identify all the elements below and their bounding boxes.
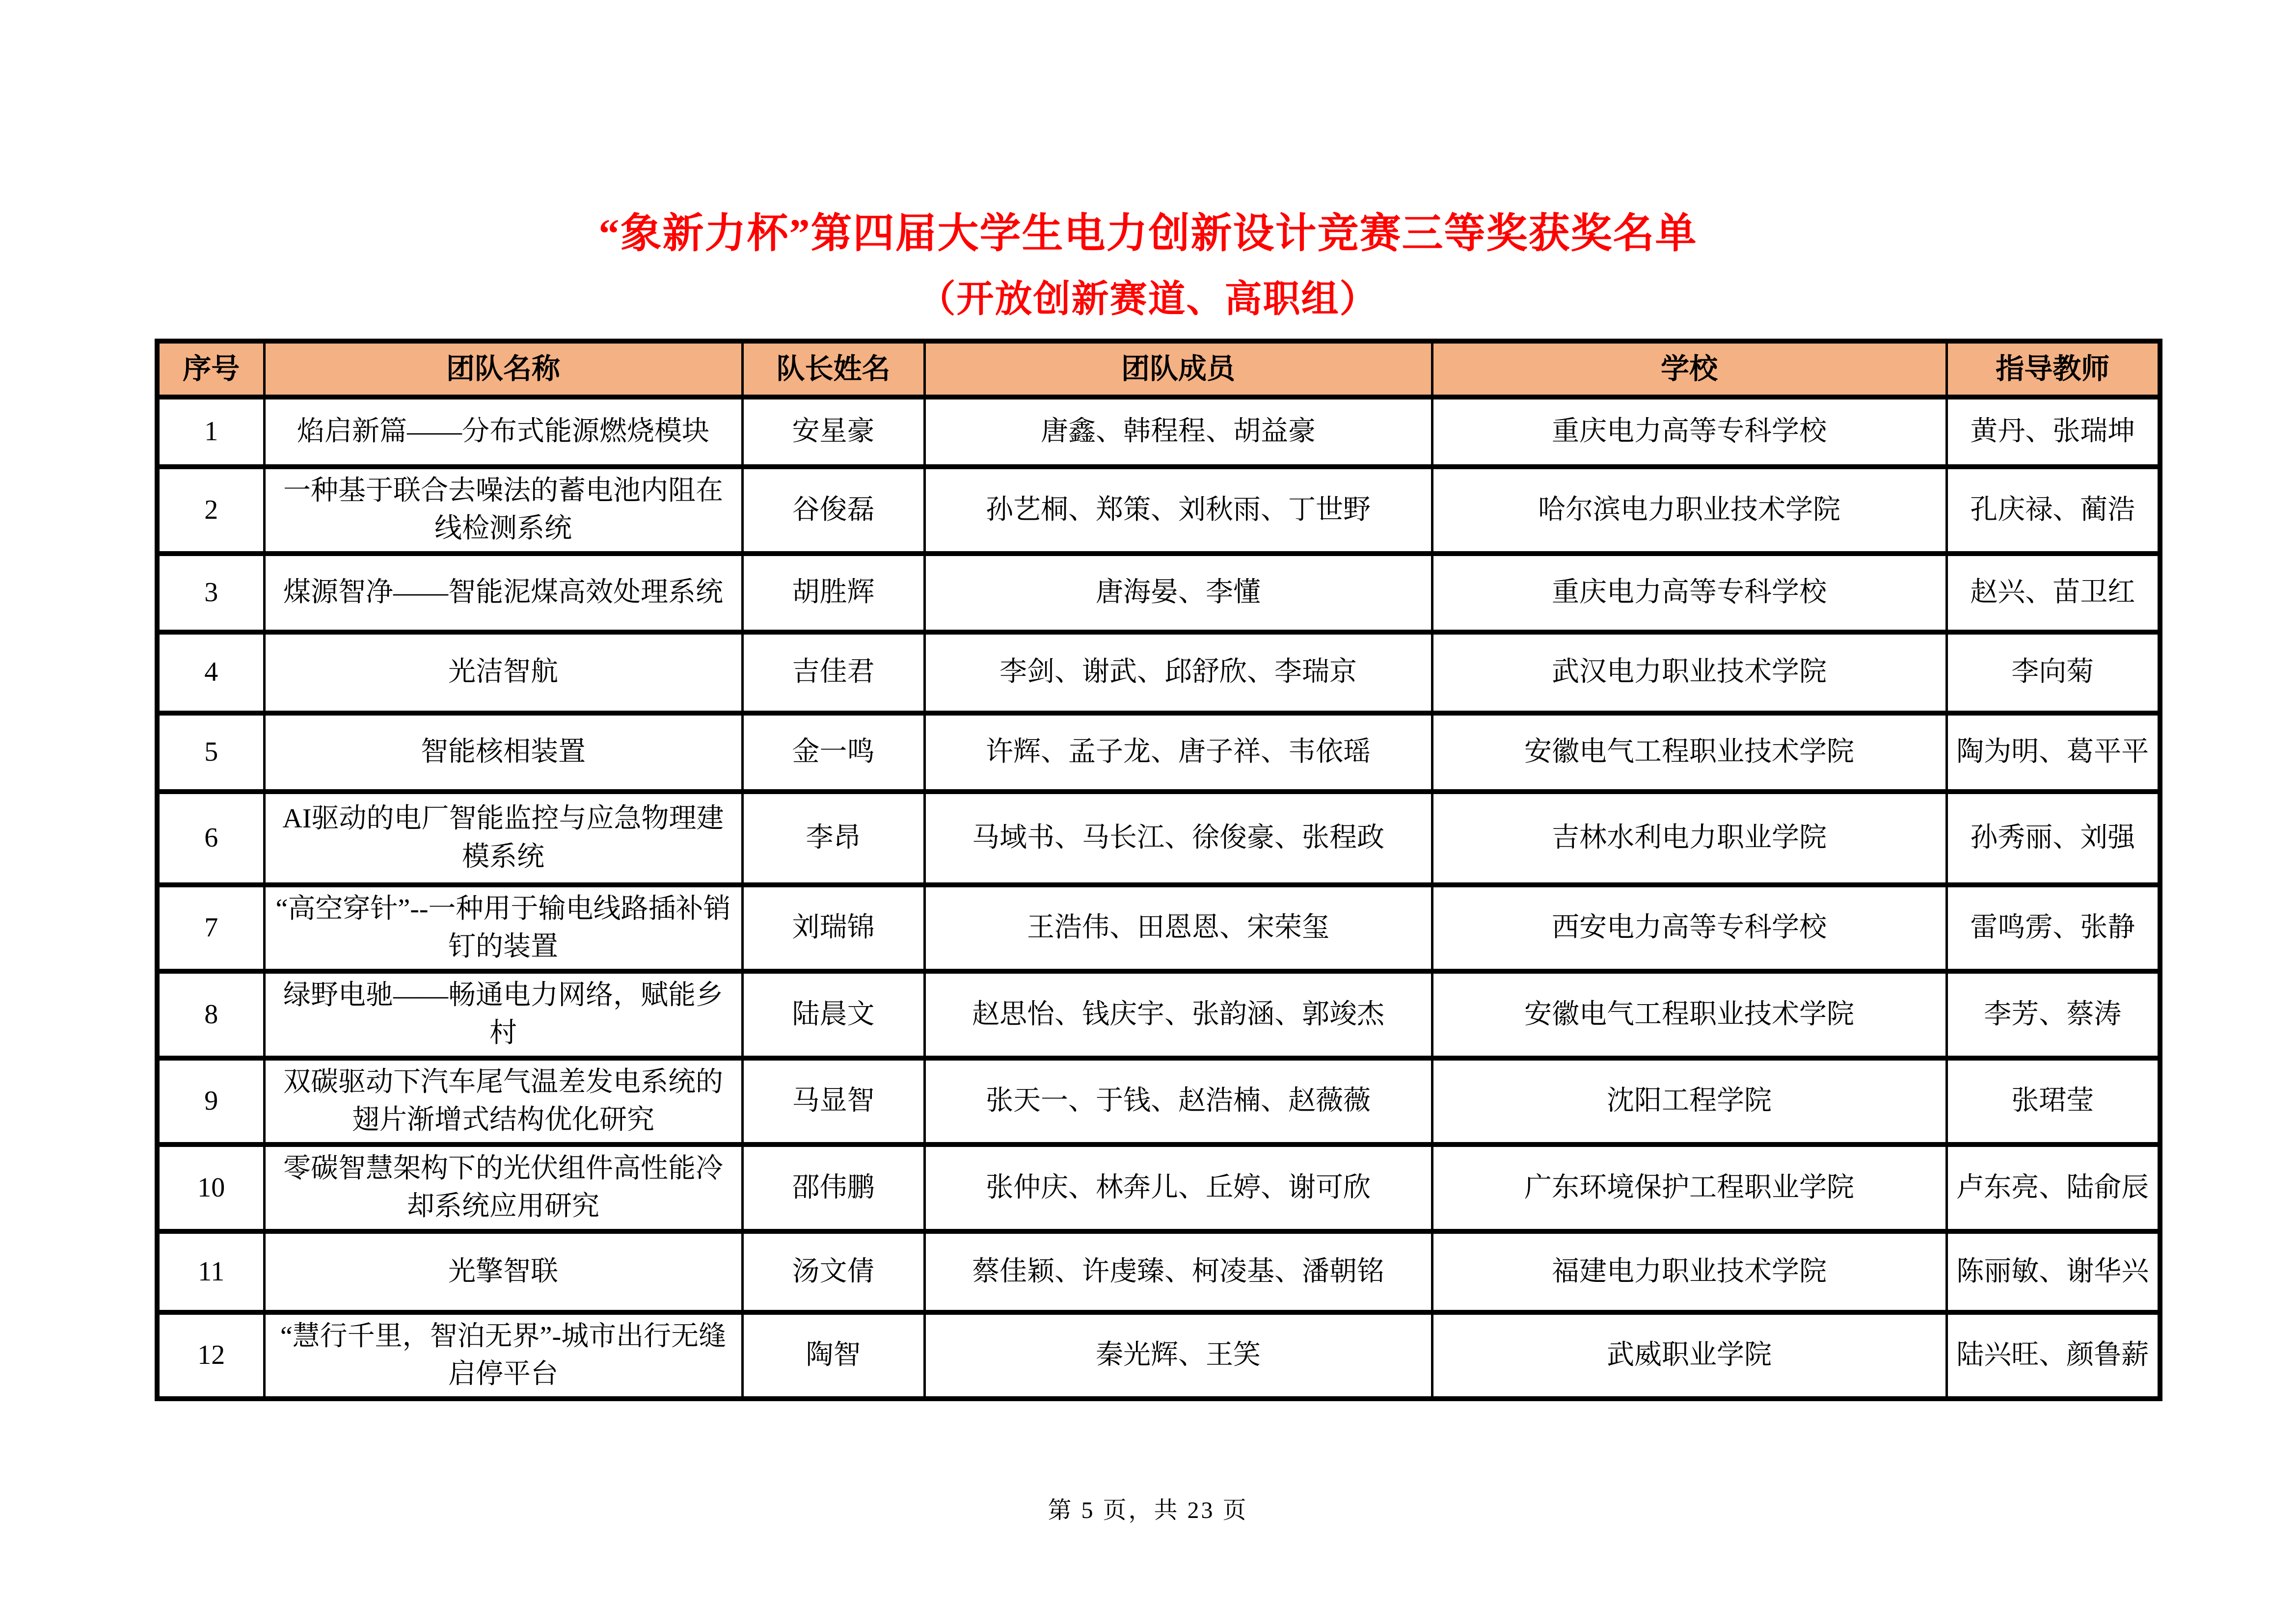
cell-teachers: 陈丽敏、谢华兴 (1946, 1231, 2160, 1312)
cell-members: 唐鑫、韩程程、胡益豪 (924, 397, 1432, 467)
cell-members: 王浩伟、田恩恩、宋荣玺 (924, 885, 1432, 972)
table-row (157, 971, 2160, 1058)
cell-members: 孙艺桐、郑策、刘秋雨、丁世野 (924, 467, 1432, 554)
cell-school: 重庆电力高等专科学校 (1432, 554, 1946, 632)
cell-captain: 胡胜辉 (742, 554, 924, 632)
cell-members: 许辉、孟子龙、唐子祥、韦依瑶 (924, 713, 1432, 792)
cell-seq: 11 (157, 1231, 264, 1312)
cell-teachers: 陶为明、葛平平 (1946, 713, 2160, 792)
cell-teachers: 李向菊 (1946, 632, 2160, 713)
cell-teachers: 卢东亮、陆俞辰 (1946, 1144, 2160, 1231)
cell-school: 广东环境保护工程职业学院 (1432, 1144, 1946, 1231)
table-row (157, 885, 2160, 972)
cell-team-name: 绿野电驰——畅通电力网络，赋能乡村 (264, 971, 742, 1058)
cell-school: 重庆电力高等专科学校 (1432, 397, 1946, 467)
cell-team-name: “高空穿针”--一种用于输电线路插补销钉的装置 (264, 885, 742, 972)
cell-teachers: 张珺莹 (1946, 1058, 2160, 1145)
cell-seq: 12 (157, 1312, 264, 1399)
cell-team-name: 光擎智联 (264, 1231, 742, 1312)
table-row (157, 397, 2160, 467)
cell-team-name: AI驱动的电厂智能监控与应急物理建模系统 (264, 792, 742, 885)
cell-captain: 安星豪 (742, 397, 924, 467)
cell-school: 西安电力高等专科学校 (1432, 885, 1946, 972)
cell-school: 福建电力职业技术学院 (1432, 1231, 1946, 1312)
cell-captain: 汤文倩 (742, 1231, 924, 1312)
cell-school: 吉林水利电力职业学院 (1432, 792, 1946, 885)
cell-team-name: 焰启新篇——分布式能源燃烧模块 (264, 397, 742, 467)
table-row (157, 554, 2160, 632)
cell-captain: 刘瑞锦 (742, 885, 924, 972)
cell-team-name: 一种基于联合去噪法的蓄电池内阻在线检测系统 (264, 467, 742, 554)
cell-school: 安徽电气工程职业技术学院 (1432, 971, 1946, 1058)
cell-team-name: 双碳驱动下汽车尾气温差发电系统的翅片渐增式结构优化研究 (264, 1058, 742, 1145)
cell-captain: 金一鸣 (742, 713, 924, 792)
cell-team-name: 智能核相装置 (264, 713, 742, 792)
cell-team-name: 煤源智净——智能泥煤高效处理系统 (264, 554, 742, 632)
page-number: 第 5 页，共 23 页 (1048, 1497, 1248, 1523)
cell-seq: 9 (157, 1058, 264, 1145)
table-row (157, 1312, 2160, 1399)
table-row (157, 632, 2160, 713)
cell-seq: 2 (157, 467, 264, 554)
col-header-school: 学校 (1432, 341, 1946, 397)
cell-captain: 马显智 (742, 1058, 924, 1145)
cell-teachers: 黄丹、张瑞坤 (1946, 397, 2160, 467)
cell-members: 张天一、于钱、赵浩楠、赵薇薇 (924, 1058, 1432, 1145)
cell-team-name: 光洁智航 (264, 632, 742, 713)
cell-captain: 陶智 (742, 1312, 924, 1399)
cell-members: 蔡佳颖、许虔臻、柯凌基、潘朝铭 (924, 1231, 1432, 1312)
page-subtitle: （开放创新赛道、高职组） (918, 279, 1378, 320)
cell-captain: 李昂 (742, 792, 924, 885)
cell-seq: 3 (157, 554, 264, 632)
cell-teachers: 雷鸣雳、张静 (1946, 885, 2160, 972)
cell-members: 李剑、谢武、邱舒欣、李瑞京 (924, 632, 1432, 713)
cell-seq: 7 (157, 885, 264, 972)
cell-school: 安徽电气工程职业技术学院 (1432, 713, 1946, 792)
col-header-teachers: 指导教师 (1946, 341, 2160, 397)
table-row (157, 1231, 2160, 1312)
page-title: “象新力杯”第四届大学生电力创新设计竞赛三等奖获奖名单 (598, 211, 1698, 257)
cell-captain: 邵伟鹏 (742, 1144, 924, 1231)
cell-members: 赵思怡、钱庆宇、张韵涵、郭竣杰 (924, 971, 1432, 1058)
table-row (157, 713, 2160, 792)
cell-teachers: 孔庆禄、蔺浩 (1946, 467, 2160, 554)
cell-seq: 5 (157, 713, 264, 792)
table-row (157, 1058, 2160, 1145)
header-row (157, 341, 2160, 397)
col-header-captain: 队长姓名 (742, 341, 924, 397)
table-row (157, 792, 2160, 885)
cell-members: 张仲庆、林奔儿、丘婷、谢可欣 (924, 1144, 1432, 1231)
cell-teachers: 孙秀丽、刘强 (1946, 792, 2160, 885)
cell-seq: 4 (157, 632, 264, 713)
cell-members: 秦光辉、王笑 (924, 1312, 1432, 1399)
awards-table (155, 339, 2162, 1401)
cell-seq: 6 (157, 792, 264, 885)
cell-seq: 10 (157, 1144, 264, 1231)
cell-captain: 谷俊磊 (742, 467, 924, 554)
cell-team-name: “慧行千里，智泊无界”-城市出行无缝启停平台 (264, 1312, 742, 1399)
col-header-seq: 序号 (157, 341, 264, 397)
cell-school: 武威职业学院 (1432, 1312, 1946, 1399)
cell-school: 武汉电力职业技术学院 (1432, 632, 1946, 713)
cell-school: 哈尔滨电力职业技术学院 (1432, 467, 1946, 554)
table-header (157, 341, 2160, 397)
cell-members: 唐海晏、李懂 (924, 554, 1432, 632)
table-body (157, 397, 2160, 1399)
cell-school: 沈阳工程学院 (1432, 1058, 1946, 1145)
cell-teachers: 李芳、蔡涛 (1946, 971, 2160, 1058)
cell-teachers: 陆兴旺、颜鲁薪 (1946, 1312, 2160, 1399)
cell-captain: 吉佳君 (742, 632, 924, 713)
cell-seq: 1 (157, 397, 264, 467)
cell-members: 马域书、马长江、徐俊豪、张程政 (924, 792, 1432, 885)
col-header-team: 团队名称 (264, 341, 742, 397)
cell-team-name: 零碳智慧架构下的光伏组件高性能冷却系统应用研究 (264, 1144, 742, 1231)
cell-captain: 陆晨文 (742, 971, 924, 1058)
col-header-members: 团队成员 (924, 341, 1432, 397)
table-row (157, 467, 2160, 554)
table-row (157, 1144, 2160, 1231)
cell-seq: 8 (157, 971, 264, 1058)
cell-teachers: 赵兴、苗卫红 (1946, 554, 2160, 632)
